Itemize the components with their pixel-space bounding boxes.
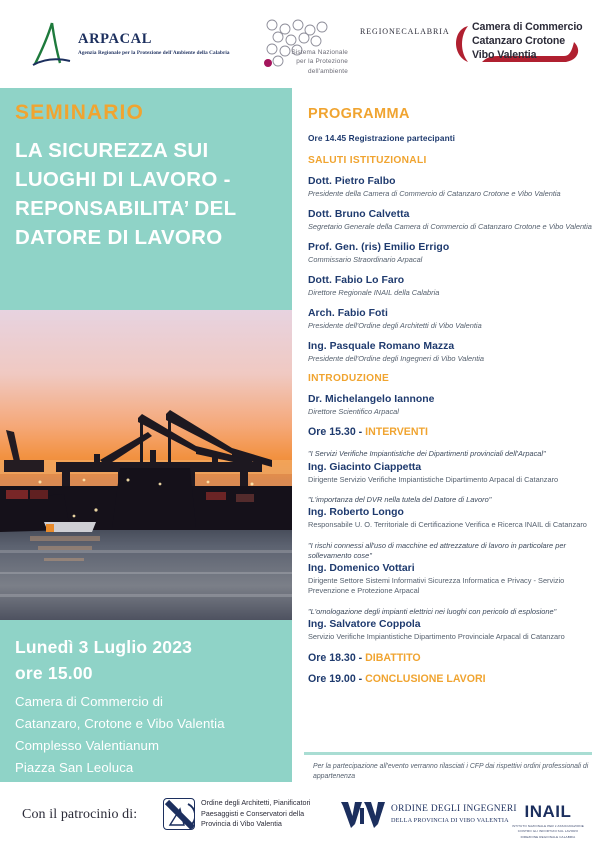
conclusione-line bbox=[308, 673, 592, 685]
speaker-entry bbox=[308, 307, 592, 331]
ingegneri-title: ORDINE DEGLI INGEGNERI bbox=[391, 804, 517, 815]
speaker-entry bbox=[308, 393, 592, 417]
speaker-name: Ing. Pasquale Romano Mazza bbox=[308, 341, 455, 353]
speaker-role: Presidente dell'Ordine degli Architetti di Vibo Valentia bbox=[308, 321, 482, 331]
speaker-entry bbox=[308, 175, 592, 199]
ordine-ingegneri-logo bbox=[340, 800, 517, 828]
header-logo-bar bbox=[0, 0, 600, 88]
arpacal-subtitle: Agenzia Regionale per la Protezione dell'Ambiente della Calabria bbox=[78, 49, 230, 56]
talk-role: Dirigente Servizio Verifiche Impiantistiche Dipartimento Arpacal di Catanzaro bbox=[308, 474, 559, 484]
talk-role: Servizio Verifiche Impiantistiche Dipartimento Provinciale Arpacal di Catanzaro bbox=[308, 631, 565, 641]
arpacal-mark-icon bbox=[30, 20, 72, 68]
talk-entry bbox=[308, 607, 592, 643]
speaker-name: Arch. Fabio Foti bbox=[308, 308, 388, 320]
speaker-role: Segretario Generale della Camera di Commercio di Catanzaro Crotone e Vibo Valentia bbox=[308, 222, 592, 232]
seminario-eyebrow: SEMINARIO bbox=[15, 101, 144, 124]
venue-line: Complesso Valentianum bbox=[15, 737, 160, 753]
speaker-entry bbox=[308, 208, 592, 232]
event-info bbox=[15, 634, 289, 801]
introduzione-heading: INTRODUZIONE bbox=[308, 373, 390, 385]
camera-commercio-text: Camera di Commercio Catanzaro Crotone Vibo Valentia bbox=[472, 21, 583, 61]
footer-divider bbox=[304, 752, 592, 755]
inail-subtext: ISTITUTO NAZIONALE PER L'ASSICURAZIONE CONTRO GLI INFORTUNI SUL LAVORO DIREZIONE REGIONALE CALABRIA bbox=[512, 824, 584, 839]
saluti-heading: SALUTI ISTITUZIONALI bbox=[308, 155, 427, 166]
speaker-entry bbox=[308, 274, 592, 298]
talk-role: Responsabile U. O. Territoriale di Certificazione Verifica e Ricerca INAIL di Catanzaro bbox=[308, 520, 587, 530]
speaker-name: Dott. Bruno Calvetta bbox=[308, 209, 410, 221]
registration-line: Ore 14.45 Registrazione partecipanti bbox=[308, 133, 456, 143]
regione-top-word: REGIONE bbox=[360, 26, 402, 36]
conclusione-time: Ore 19.00 - bbox=[308, 673, 366, 686]
page-title: LA SICUREZZA SUI LUOGHI DI LAVORO - REPONSABILITA’ DEL DATORE DI LAVORO bbox=[15, 139, 237, 250]
event-date: Lunedì 3 Luglio 2023 bbox=[15, 637, 193, 657]
ingegneri-subtitle: DELLA PROVINCIA DI VIBO VALENTIA bbox=[391, 816, 509, 824]
talk-speaker: Ing. Giacinto Ciappetta bbox=[308, 461, 422, 473]
snpa-text: Sistema Nazionale per la Protezione dell'ambiente bbox=[291, 49, 348, 75]
talk-entry bbox=[308, 449, 592, 485]
venue-line: Piazza San Leoluca bbox=[15, 760, 134, 776]
talk-speaker: Ing. Salvatore Coppola bbox=[308, 618, 421, 630]
speaker-role: Direttore Scientifico Arpacal bbox=[308, 407, 399, 417]
speaker-entry bbox=[308, 340, 592, 364]
speaker-role: Presidente dell'Ordine degli Ingegneri di Vibo Valentia bbox=[308, 354, 485, 364]
ordine-architetti-logo bbox=[163, 798, 310, 830]
talk-title: "L'importanza del DVR nella tutela del Datore di Lavoro" bbox=[308, 495, 492, 505]
inail-wordmark: INAIL bbox=[524, 802, 572, 821]
program-panel bbox=[308, 106, 592, 685]
interventi-time: Ore 15.30 - bbox=[308, 426, 366, 439]
speaker-role: Direttore Regionale INAIL della Calabria bbox=[308, 288, 440, 298]
programma-heading: PROGRAMMA bbox=[308, 106, 410, 122]
interventi-time-heading bbox=[308, 426, 592, 438]
left-teal-panel bbox=[0, 88, 292, 798]
snpa-logo bbox=[252, 14, 348, 76]
inail-logo bbox=[512, 802, 584, 840]
talk-title: "I Servizi Verifiche Impiantistiche dei Dipartimenti provinciali dell'Arpacal" bbox=[308, 449, 546, 459]
dibattito-line bbox=[308, 652, 592, 664]
talk-entry bbox=[308, 541, 592, 597]
venue-line: Vibo Valentia bbox=[15, 782, 93, 798]
regione-calabria-logo bbox=[360, 12, 450, 50]
interventi-label: INTERVENTI bbox=[365, 426, 428, 439]
port-photo bbox=[0, 310, 292, 620]
arpacal-name: ARPACAL bbox=[78, 31, 153, 48]
dibattito-time: Ore 18.30 - bbox=[308, 652, 366, 665]
venue-line: Camera di Commercio di bbox=[15, 693, 164, 709]
regione-bottom-word: CALABRIA bbox=[401, 26, 450, 36]
talk-entry bbox=[308, 495, 592, 531]
event-time: ore 15.00 bbox=[15, 663, 93, 684]
speaker-entry bbox=[308, 241, 592, 265]
camera-commercio-logo bbox=[446, 16, 594, 72]
conclusione-label: CONCLUSIONE LAVORI bbox=[365, 673, 486, 686]
speaker-name: Prof. Gen. (ris) Emilio Errigo bbox=[308, 242, 450, 254]
architetti-mark-icon bbox=[163, 798, 195, 830]
speaker-name: Dott. Fabio Lo Faro bbox=[308, 275, 405, 287]
speaker-name: Dott. Pietro Falbo bbox=[308, 176, 396, 187]
talk-title: "I rischi connessi all'uso di macchine ed attrezzature di lavoro in particolare per sollevamento cose" bbox=[308, 540, 566, 560]
speaker-name: Dr. Michelangelo Iannone bbox=[308, 394, 435, 406]
speaker-role: Commissario Straordinario Arpacal bbox=[308, 255, 423, 265]
cfp-note: Per la partecipazione all'evento verranno rilasciati i CFP dai rispettivi ordini professionali di appartenenza bbox=[313, 763, 589, 780]
talk-role: Dirigente Settore Sistemi Informativi Sicurezza Informatica e Privacy - Servizio Prevenzione e Protezione Arpacal bbox=[308, 576, 565, 596]
speaker-role: Presidente della Camera di Commercio di Catanzaro Crotone e Vibo Valentia bbox=[308, 189, 561, 198]
patronage-footer bbox=[0, 790, 600, 847]
venue-line: Catanzaro, Crotone e Vibo Valentia bbox=[15, 715, 225, 731]
ingegneri-mark-icon bbox=[340, 800, 386, 828]
arpacal-logo bbox=[30, 20, 230, 68]
dibattito-label: DIBATTITO bbox=[365, 652, 421, 665]
architetti-text: Ordine degli Architetti, Pianificatori Paesaggisti e Conservatori della Provincia di Vibo Valentia bbox=[201, 798, 311, 829]
talk-title: "L'omologazione degli impianti elettrici nei luoghi con pericolo di esplosione" bbox=[308, 606, 557, 616]
patronage-label: Con il patrocinio di: bbox=[22, 807, 138, 822]
talk-speaker: Ing. Domenico Vottari bbox=[308, 563, 415, 575]
talk-speaker: Ing. Roberto Longo bbox=[308, 507, 404, 519]
